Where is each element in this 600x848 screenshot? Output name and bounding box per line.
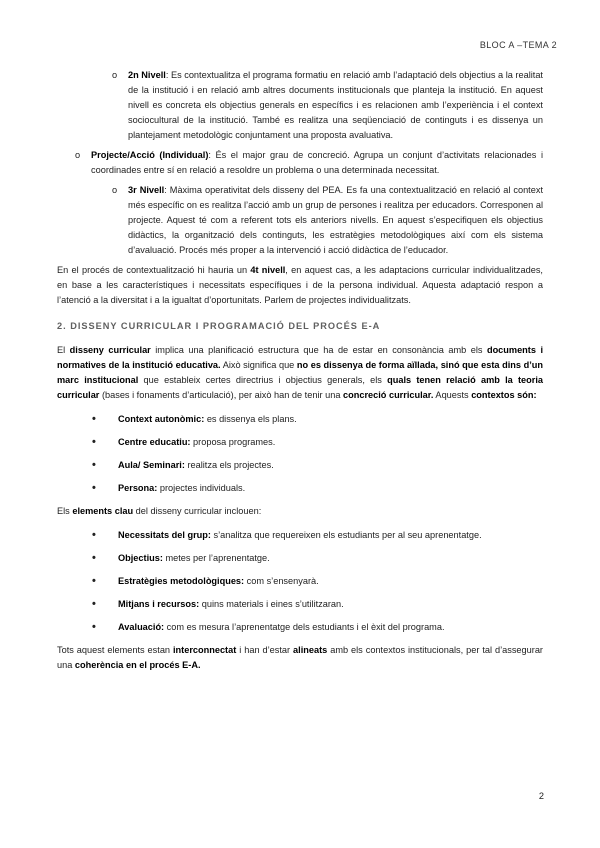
paragraph-text: , en aquest cas, a les adaptacions curricular individualitzades, en base a les característiques i necessitats específiques i de la persona individual. Aquesta adaptació respon a l’atenció a la diversitat i a la igualtat d’oportunitats. Parlem de projectes individualitzats. [57, 265, 543, 305]
paragraph-bold: interconnectat [172, 645, 237, 655]
list-item [92, 528, 543, 543]
item-text: projectes individuals. [157, 483, 246, 493]
item-text: proposa programes. [190, 437, 276, 447]
circle-bullet-icon: o [112, 185, 118, 195]
paragraph-bold: elements clau [72, 506, 134, 516]
paragraph-bold: coherència en el procés E-A. [74, 660, 201, 670]
list-item [92, 620, 543, 635]
bullet-icon: • [92, 459, 96, 471]
paragraph-bold: concreció curricular. [343, 390, 434, 400]
list-item [92, 481, 543, 496]
item-label: Persona: [118, 483, 158, 493]
elements-list [57, 528, 543, 635]
item-label: Context autonòmic: [118, 414, 205, 424]
paragraph-text: del disseny curricular inclouen: [133, 506, 262, 516]
circle-bullet-icon: o [112, 70, 118, 80]
elements-intro-paragraph [57, 504, 543, 519]
item-label: Estratègies metodològiques: [118, 576, 245, 586]
item-label: Mitjans i recursos: [118, 599, 200, 609]
item-text: quins materials i eines s’utilitzaran. [199, 599, 344, 609]
item-text: s’analitza que requereixen els estudiants per al seu aprenentatge. [210, 530, 482, 540]
list-item [92, 597, 543, 612]
list-item [92, 458, 543, 473]
level-3-item [112, 183, 543, 258]
paragraph-text: Això significa que [220, 360, 297, 370]
list-item [92, 412, 543, 427]
conclusion-paragraph [57, 643, 543, 673]
paragraph-text: Els [57, 506, 73, 516]
item-text: com es mesura l’aprenentatge dels estudiants i el èxit del programa. [164, 622, 445, 632]
list-item [92, 574, 543, 589]
item-text: com s’ensenyarà. [244, 576, 319, 586]
level-2-title: 2n Nivell [128, 70, 166, 80]
item-label: Avaluació: [118, 622, 165, 632]
level-2-text: : Es contextualitza el programa formatiu en relació amb l’adaptació dels objectius a la realitat de la institució i en relació amb altres documents institucionals que planteja la institució. En aquest nivell es concreta els objectius generals en específics i es relacionen amb l’experiència i el context sociocultural de la institució. També es realitza una seqüenciació de continguts i es dissenya un plantejament metodològic conjuntament una proposta avaluativa. [128, 70, 543, 140]
list-item [92, 551, 543, 566]
paragraph-bold: alineats [293, 645, 328, 655]
page-content [57, 68, 543, 673]
item-text: metes per l’aprenentatge. [162, 553, 270, 563]
paragraph-bold: documents i normatives de la institució educativa. [57, 345, 543, 370]
bullet-icon: • [92, 436, 96, 448]
projecte-title: Projecte/Acció (Individual) [91, 150, 209, 160]
level-3-title: 3r Nivell [128, 185, 165, 195]
item-label: Objectius: [118, 553, 163, 563]
page-number: 2 [538, 791, 544, 801]
contextualization-paragraph [57, 263, 543, 308]
bullet-icon: • [92, 621, 96, 633]
section-heading: 2. DISSENY CURRICULAR I PROGRAMACIÓ DEL PROCÉS E-A [57, 321, 381, 331]
level-3-text: : Màxima operativitat dels disseny del PEA. Es fa una contextualització en relació al context més específic on es realitza l’acció amb un grup de persones i realitza per educadors. Corresponen al projecte. Aquest té com a referent tots els anteriors nivells. En aquest s’especifiquen els objectius didàctics, la organització dels continguts, les estratègies metodològiques així com els sistema d’avaluació. Procés més proper a la intervenció i acció didàctica de l’educador. [128, 185, 543, 255]
intro-paragraph [57, 343, 543, 403]
paragraph-bold: contextos són: [471, 390, 537, 400]
paragraph-text: amb els contextos institucionals, per tal d’assegurar una [57, 645, 543, 670]
bullet-icon: • [92, 413, 96, 425]
item-text: es dissenya els plans. [204, 414, 297, 424]
bullet-icon: • [92, 598, 96, 610]
page-header: BLOC A –TEMA 2 [479, 40, 557, 50]
paragraph-text: (bases i fonaments d’articulació), per això han de tenir una [99, 390, 343, 400]
item-text: realitza els projectes. [184, 460, 274, 470]
projecte-text: : És el major grau de concreció. Agrupa un conjunt d’activitats relacionades i coordinades entre sí en relació a resoldre un problema o una determinada necessitat. [91, 150, 543, 175]
paragraph-bold: disseny curricular [69, 345, 151, 355]
contexts-list [57, 412, 543, 496]
bullet-icon: • [92, 529, 96, 541]
item-label: Centre educatiu: [118, 437, 191, 447]
level-2-item [112, 68, 543, 143]
bullet-icon: • [92, 575, 96, 587]
paragraph-text: Aquests [433, 390, 472, 400]
paragraph-bold: 4t nivell [250, 265, 286, 275]
paragraph-text: que estableix certes directrius i objectius generals, els [138, 375, 388, 385]
paragraph-bold: no es dissenya de forma aïllada, sinó que esta dins d’un marc institucional [57, 360, 543, 385]
projecte-item [75, 148, 543, 178]
paragraph-text: i han d’estar [236, 645, 294, 655]
circle-bullet-icon: o [75, 150, 81, 160]
paragraph-text: Tots aquest elements estan [57, 645, 173, 655]
item-label: Aula/ Seminari: [118, 460, 185, 470]
item-label: Necessitats del grup: [118, 530, 211, 540]
bullet-icon: • [92, 482, 96, 494]
list-item [92, 435, 543, 450]
paragraph-text: implica una planificació estructura que ha de estar en consonància amb els [150, 345, 487, 355]
paragraph-bold: quals tenen relació amb la teoria curricular [57, 375, 543, 400]
bullet-icon: • [92, 552, 96, 564]
paragraph-text: El [57, 345, 70, 355]
paragraph-text: En el procés de contextualització hi hauria un [57, 265, 251, 275]
